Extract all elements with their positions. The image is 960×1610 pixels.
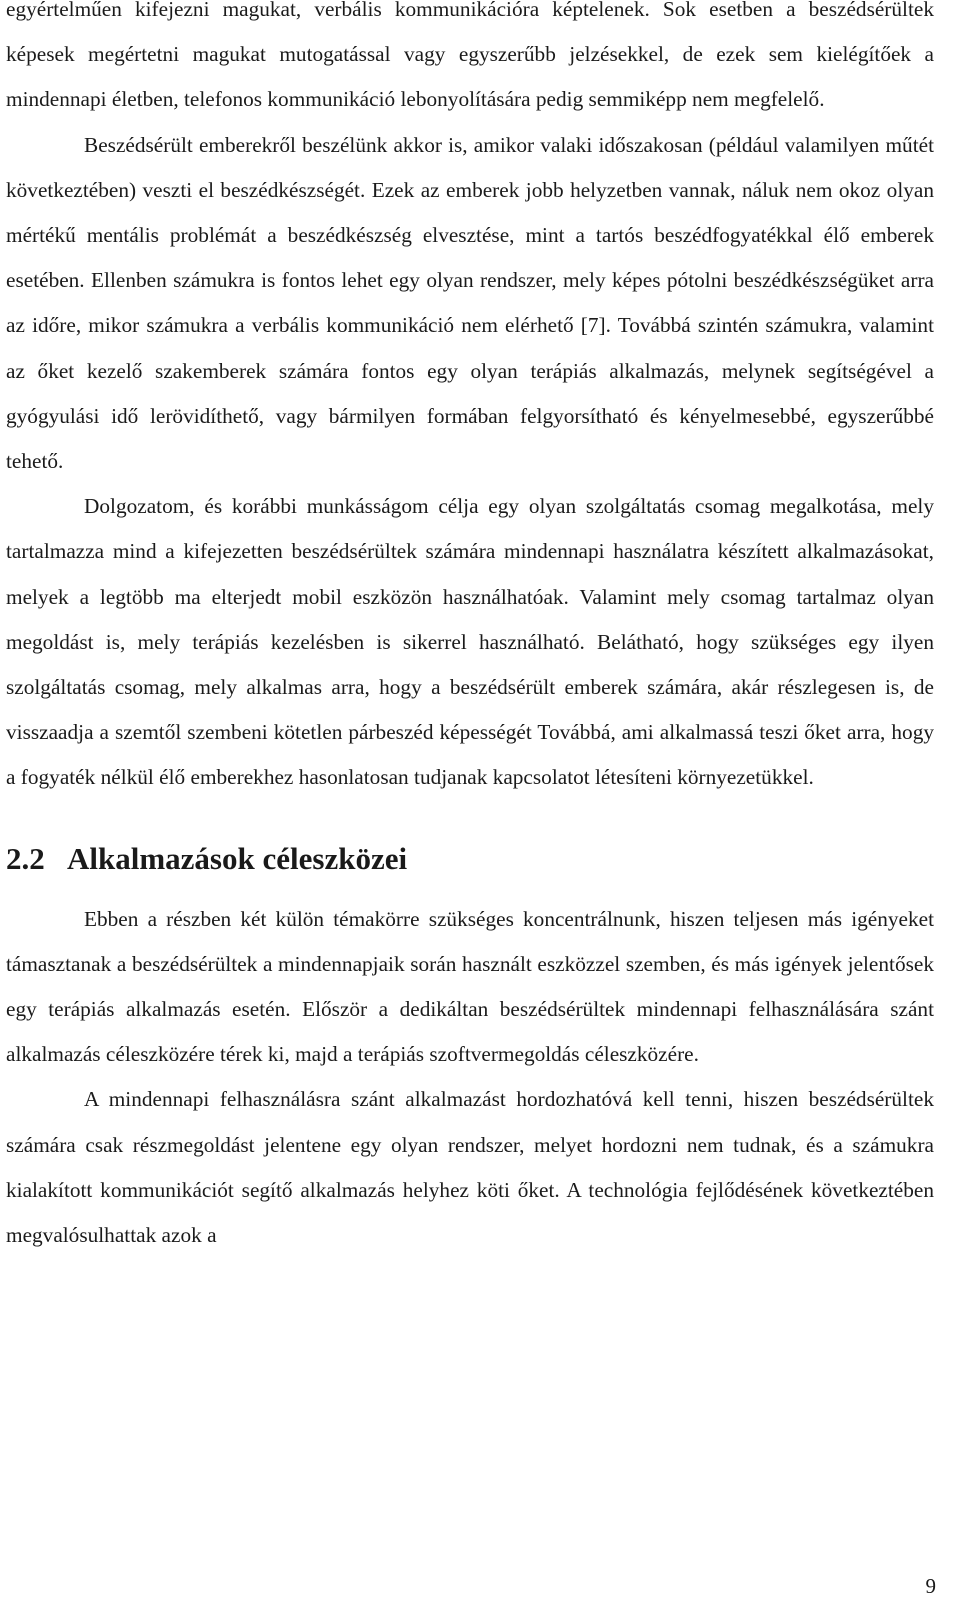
paragraph: Dolgozatom, és korábbi munkásságom célja egy olyan szolgáltatás csomag megalkotása, mely tartalmazza mind a kifejezetten beszédsérültek számára mindennapi használatra készített alkalmazásokat, melyek a legtöbb ma elterjedt mobil eszközön használhatóak. Valamint mely csomag tartalmaz olyan megoldást is, mely terápiás kezelésben is sikerrel használható. Belátható, hogy szükséges egy ilyen szolgáltatás csomag, mely alkalmas arra, hogy a beszédsérült emberek számára, akár részlegesen is, de visszaadja a szemtől szembeni kötetlen párbeszéd képességét Továbbá, ami alkalmassá teszi őket arra, hogy a fogyaték nélkül élő emberekhez hasonlatosan tudjanak kapcsolatot létesíteni környezetükkel.: [6, 494, 934, 790]
section-heading: [6, 837, 934, 897]
paragraph: A mindennapi felhasználásra szánt alkalmazást hordozhatóvá kell tenni, hiszen beszédsérültek számára csak részmegoldást jelentene egy olyan rendszer, melyet hordozni nem tudnak, és a számukra kialakított kommunikációt segítő alkalmazás helyhez köti őket. A technológia fejlődésének következtében megvalósulhattak azok a: [6, 1087, 934, 1248]
paragraph: Ebben a részben két külön témakörre szükséges koncentrálnunk, hiszen teljesen más igényeket támasztanak a beszédsérültek a mindennapjaik során használt eszközzel szemben, és más igények jelentősek egy terápiás alkalmazás esetén. Először a dedikáltan beszédsérültek mindennapi felhasználására szánt alkalmazás céleszközére térek ki, majd a terápiás szoftvermegoldás céleszközére.: [6, 906, 934, 1067]
paragraph: Beszédsérült emberekről beszélünk akkor is, amikor valaki időszakosan (például valamilyen műtét következtében) veszti el beszédkészségét. Ezek az emberek jobb helyzetben vannak, náluk nem okoz olyan mértékű mentális problémát a beszédkészség elvesztése, mint a tartós beszédfogyatékkal élő emberek esetében. Ellenben számukra is fontos lehet egy olyan rendszer, mely képes pótolni beszédkészségüket arra az időre, mikor számukra a verbális kommunikáció nem elérhető [7]. Továbbá szintén számukra, valamint az őket kezelő szakemberek számára fontos egy olyan terápiás alkalmazás, melynek segítségével a gyógyulási idő lerövidíthető, vagy bármilyen formában felgyorsítható és kényelmesebbé, egyszerűbbé tehető.: [6, 132, 934, 474]
paragraph: egyértelműen kifejezni magukat, verbális kommunikációra képtelenek. Sok esetben a beszédsérültek képesek megértetni magukat mutogatással vagy egyszerűbb jelzésekkel, de ezek sem kielégítőek a mindennapi életben, telefonos kommunikáció lebonyolítására pedig semmiképp nem megfelelő.: [6, 0, 934, 112]
section-number: 2.2: [6, 840, 45, 876]
page-number: 9: [925, 1574, 936, 1598]
document-page: [6, 0, 934, 1258]
section-title: Alkalmazások céleszközei: [67, 840, 408, 876]
